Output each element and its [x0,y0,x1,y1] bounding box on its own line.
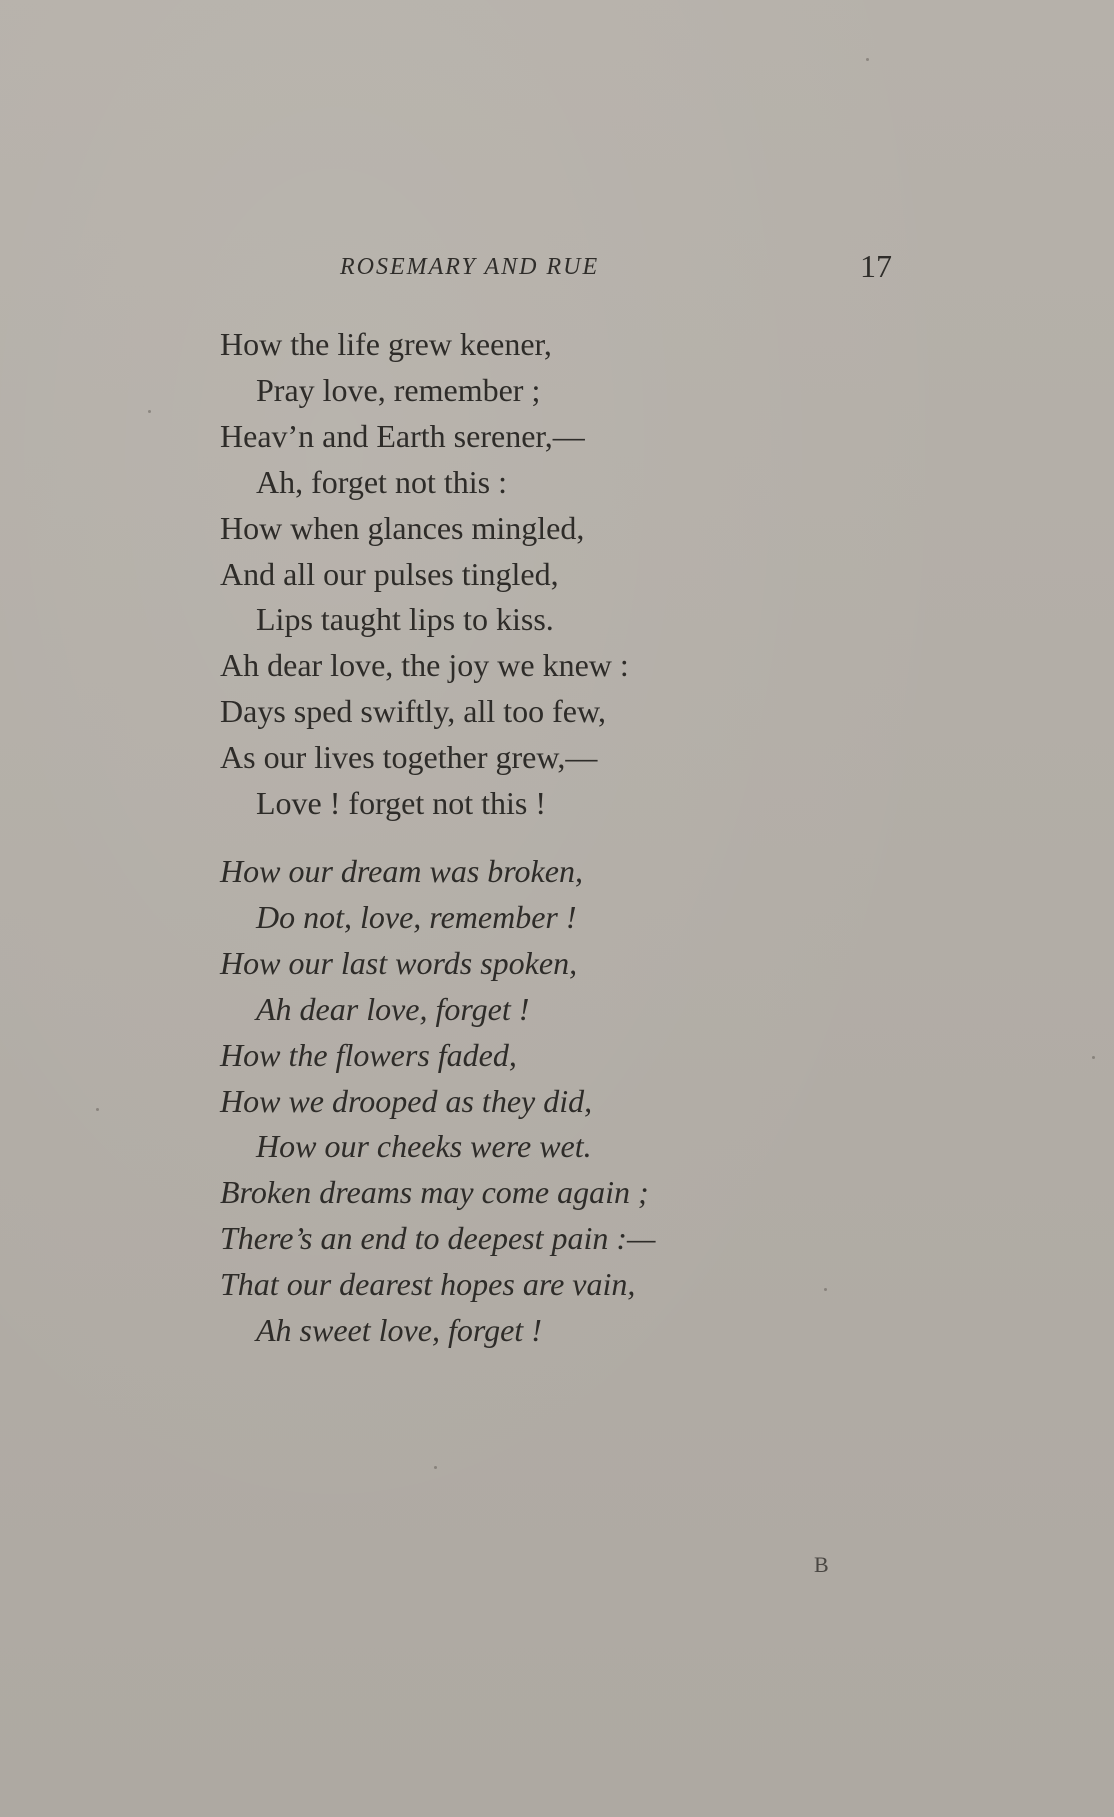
poem-line: Days sped swiftly, all too few, [220,693,606,730]
poem-line: Ah dear love, the joy we knew : [220,647,629,684]
poem-line: How our cheeks were wet. [256,1128,592,1165]
poem-line: Lips taught lips to kiss. [256,601,554,638]
poem-line: There’s an end to deepest pain :— [220,1220,656,1257]
poem-line: How our dream was broken, [220,853,583,889]
paper-speck [866,58,869,61]
poem-line: Broken dreams may come again ; [220,1174,649,1211]
poem-line: Do not, love, remember ! [256,898,577,935]
paper-speck [824,1288,827,1291]
poem-line: Ah, forget not this : [256,463,507,500]
paper-speck [1092,1056,1095,1059]
signature-mark: B [814,1552,829,1577]
poem-line: As our lives together grew,— [220,739,598,776]
poem-line: How we drooped as they did, [220,1082,593,1119]
poem-line: And all our pulses tingled, [220,555,559,592]
stanza-1 [220,322,629,827]
poem-line: That our dearest hopes are vain, [220,1266,636,1303]
poem-line: Ah dear love, forget ! [256,990,530,1027]
poem-line: Heav’n and Earth serener,— [220,417,585,454]
poem-line: How the flowers faded, [220,1036,517,1073]
poem-line: Ah sweet love, forget ! [256,1312,542,1349]
poem-line: How the life grew keener, [220,326,552,362]
page-number: 17 [860,248,892,284]
poem-line: How when glances mingled, [220,509,585,546]
poem-line: Love ! forget not this ! [256,785,547,822]
paper-speck [434,1466,437,1469]
poem-line: How our last words spoken, [220,944,578,981]
stanza-2 [220,849,656,1354]
paper-speck [96,1108,99,1111]
running-head-title: ROSEMARY AND RUE [340,254,600,280]
paper-speck [148,410,151,413]
poem-line: Pray love, remember ; [256,371,541,408]
